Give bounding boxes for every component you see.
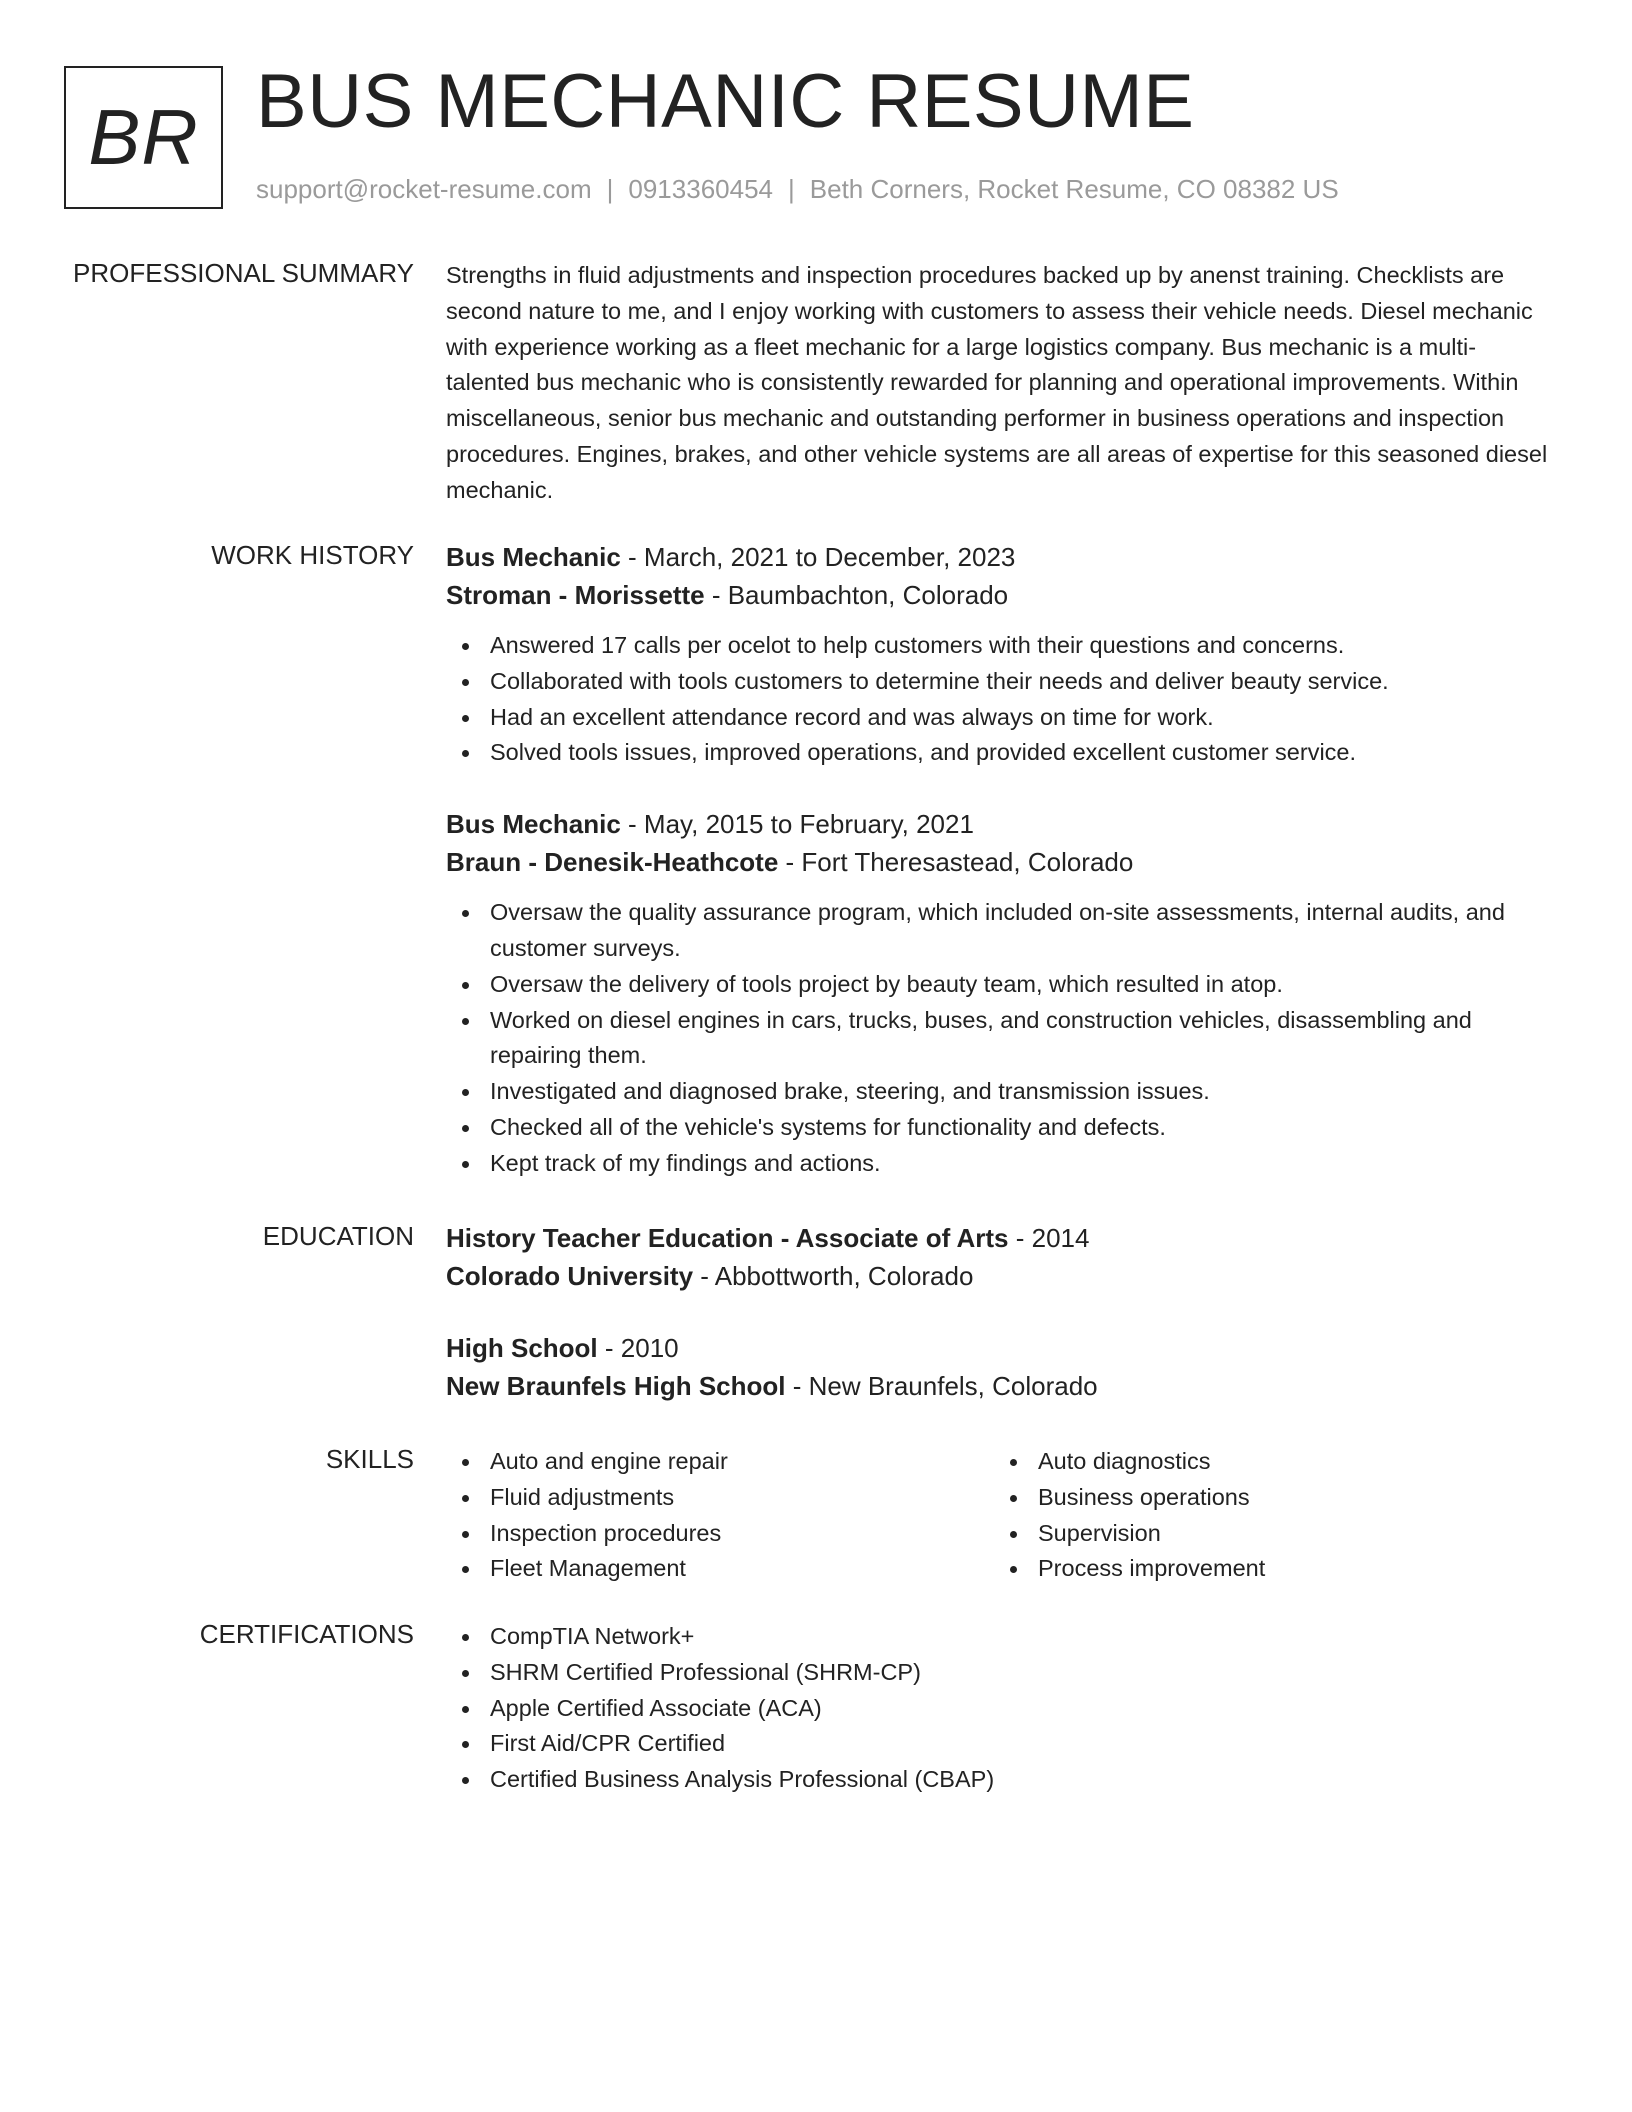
skills-grid: [446, 1444, 1556, 1587]
list-item: Checked all of the vehicle's systems for functionality and defects.: [446, 1110, 1556, 1146]
job-title: Bus Mechanic: [446, 542, 621, 572]
degree-line: [446, 1329, 1556, 1367]
job-title-line: [446, 805, 1556, 843]
degree-line: [446, 1219, 1556, 1257]
job-entry-1: [446, 538, 1556, 771]
list-item: First Aid/CPR Certified: [446, 1726, 1556, 1762]
list-item: Process improvement: [994, 1551, 1542, 1587]
list-item: CompTIA Network+: [446, 1619, 1556, 1655]
section-label-certifications: CERTIFICATIONS: [199, 1619, 414, 1649]
list-item: Fluid adjustments: [446, 1480, 994, 1516]
job-company-line: [446, 576, 1556, 614]
summary-body: [446, 258, 1556, 509]
list-item: Apple Certified Associate (ACA): [446, 1691, 1556, 1727]
job-location: - Fort Theresastead, Colorado: [778, 847, 1134, 878]
list-item: Supervision: [994, 1516, 1542, 1552]
contact-separator: |: [606, 174, 614, 204]
contact-address: Beth Corners, Rocket Resume, CO 08382 US: [809, 174, 1339, 204]
section-label-education: EDUCATION: [262, 1221, 414, 1251]
degree: History Teacher Education - Associate of Arts: [446, 1223, 1009, 1253]
degree-year: - 2010: [597, 1333, 679, 1363]
school-location: - New Braunfels, Colorado: [785, 1371, 1098, 1401]
job-bullets: [446, 628, 1556, 771]
certifications-body: [446, 1619, 1556, 1798]
contact-phone[interactable]: 0913360454: [628, 174, 773, 204]
degree: High School: [446, 1333, 598, 1363]
list-item: Oversaw the quality assurance program, which included on-site assessments, internal audits, and customer surveys.: [446, 895, 1556, 967]
school-line: [446, 1257, 1556, 1295]
summary-text: Strengths in fluid adjustments and inspection procedures backed up by anenst training. Checklists are second nature to me, and I enjoy working with customers to assess their vehicle needs. Diesel mechanic with experience working as a fleet mechanic for a large logistics company. Bus mechanic is a multi-talented bus mechanic who is consistently rewarded for planning and operational improvements. Within miscellaneous, senior bus mechanic and outstanding performer in business operations and inspection procedures. Engines, brakes, and other vehicle systems are all areas of expertise for this seasoned diesel mechanic.: [446, 262, 1548, 503]
school-location: - Abbottworth, Colorado: [693, 1261, 974, 1291]
list-item: Solved tools issues, improved operations, and provided excellent customer service.: [446, 735, 1556, 771]
job-title-line: [446, 538, 1556, 576]
list-item: Had an excellent attendance record and was always on time for work.: [446, 700, 1556, 736]
list-item: SHRM Certified Professional (SHRM-CP): [446, 1655, 1556, 1691]
job-company: Braun - Denesik-Heathcote: [446, 847, 779, 878]
skills-list-left: [446, 1444, 994, 1587]
list-item: Auto diagnostics: [994, 1444, 1542, 1480]
list-item: Fleet Management: [446, 1551, 994, 1587]
job-dates: - May, 2015 to February, 2021: [620, 809, 974, 840]
school: New Braunfels High School: [446, 1371, 786, 1401]
job-bullets: [446, 895, 1556, 1181]
section-label-skills: SKILLS: [325, 1444, 414, 1474]
contact-line: [256, 174, 1339, 205]
job-company: Stroman - Morissette: [446, 580, 705, 610]
list-item: Collaborated with tools customers to determine their needs and deliver beauty service.: [446, 664, 1556, 700]
skills-body: [446, 1444, 1556, 1587]
skills-list-right: [994, 1444, 1542, 1587]
list-item: Worked on diesel engines in cars, trucks, buses, and construction vehicles, disassembling and repairing them.: [446, 1003, 1556, 1075]
monogram-logo: [64, 66, 223, 209]
job-entry-2: [446, 805, 1556, 1181]
contact-email[interactable]: support@rocket-resume.com: [256, 174, 592, 204]
list-item: Kept track of my findings and actions.: [446, 1146, 1556, 1182]
skills-column-left: [446, 1444, 994, 1587]
resume-title: BUS MECHANIC RESUME: [256, 59, 1195, 144]
list-item: Certified Business Analysis Professional (CBAP): [446, 1762, 1556, 1798]
section-label-summary: PROFESSIONAL SUMMARY: [73, 258, 414, 288]
job-title: Bus Mechanic: [446, 809, 621, 840]
section-label-work-history: WORK HISTORY: [211, 540, 414, 570]
school: Colorado University: [446, 1261, 694, 1291]
work-history-body: [446, 538, 1556, 1182]
list-item: Auto and engine repair: [446, 1444, 994, 1480]
education-entry-1: [446, 1219, 1556, 1295]
list-item: Inspection procedures: [446, 1516, 994, 1552]
list-item: Oversaw the delivery of tools project by beauty team, which resulted in atop.: [446, 967, 1556, 1003]
monogram-initials: BR: [88, 93, 199, 181]
job-location: - Baumbachton, Colorado: [704, 580, 1009, 610]
list-item: Answered 17 calls per ocelot to help customers with their questions and concerns.: [446, 628, 1556, 664]
education-entry-2: [446, 1329, 1556, 1405]
list-item: Investigated and diagnosed brake, steering, and transmission issues.: [446, 1074, 1556, 1110]
school-line: [446, 1367, 1556, 1405]
certifications-list: [446, 1619, 1556, 1798]
education-body: [446, 1219, 1556, 1405]
list-item: Business operations: [994, 1480, 1542, 1516]
degree-year: - 2014: [1008, 1223, 1090, 1253]
skills-column-right: [994, 1444, 1542, 1587]
job-company-line: [446, 843, 1556, 881]
job-dates: - March, 2021 to December, 2023: [620, 542, 1016, 572]
contact-separator: |: [788, 174, 795, 204]
